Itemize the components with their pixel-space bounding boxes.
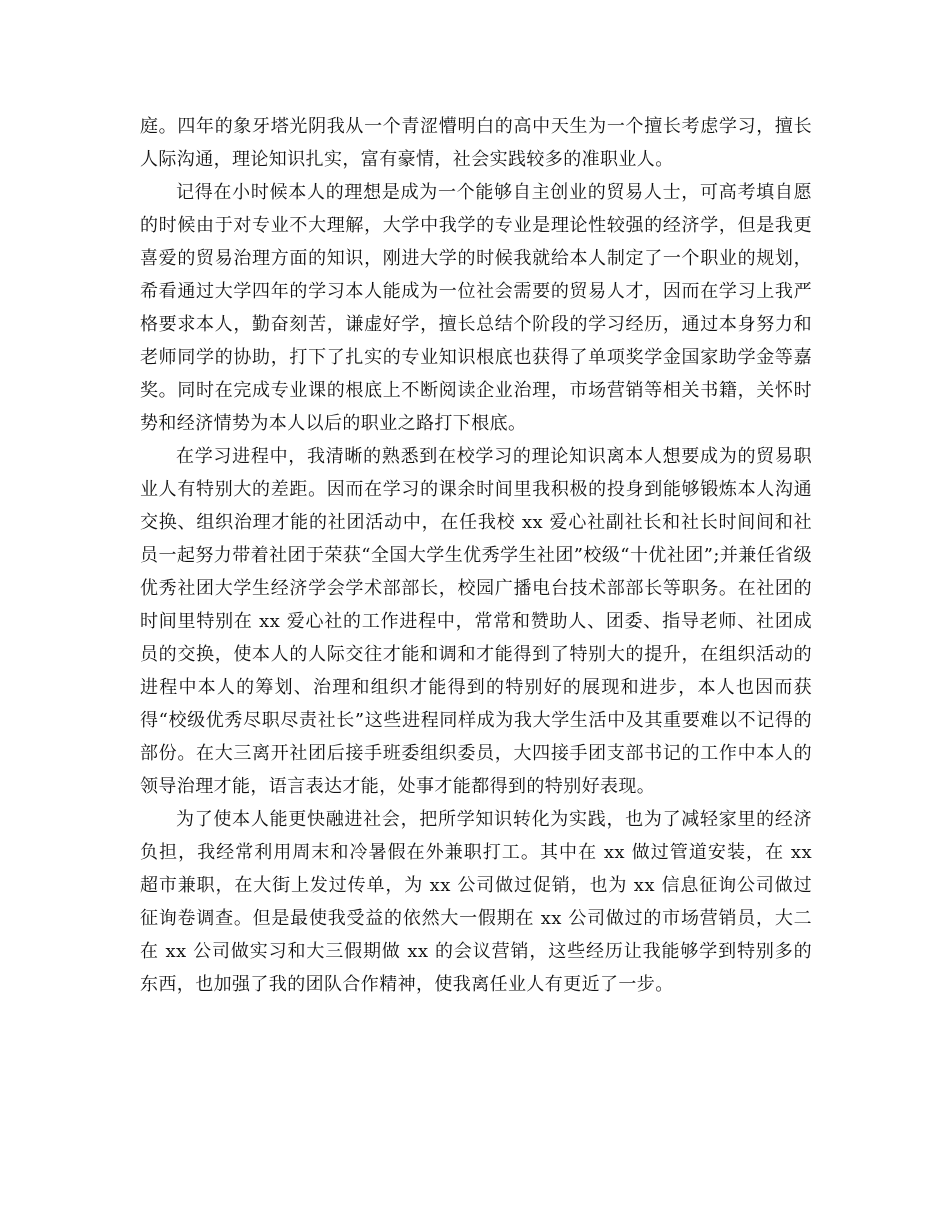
paragraph-part-time-work: 为了使本人能更快融进社会，把所学知识转化为实践，也为了减轻家里的经济负担，我经常利用周末和冷暑假在外兼职打工。其中在 xx 做过管道安装，在 xx 超市兼职，在大街上发过传单，为 xx 公司做过促销，也为 xx 信息征询公司做过征询卷调查。但是最使我受益的依然大一假期在 xx 公司做过的市场营销员，大二在 xx 公司做实习和大三假期做 xx 的会议营销，这些经历让我能够学到特别多的东西，也加强了我的团队合作精神，使我离任业人有更近了一步。: [140, 809, 812, 995]
paragraph-continuation: 庭。四年的象牙塔光阴我从一个青涩懵明白的高中天生为一个擅长考虑学习，擅长人际沟通，理论知识扎实，富有豪情，社会实践较多的准职业人。: [140, 116, 812, 170]
paragraph-club-activities: 在学习进程中，我清晰的熟悉到在校学习的理论知识离本人想要成为的贸易职业人有特别大的差距。因而在学习的课余时间里我积极的投身到能够锻炼本人沟通交换、组织治理才能的社团活动中，在任我校 xx 爱心社副社长和社长时间间和社员一起努力带着社团于荣获“全国大学生优秀学生社团”校级“十优社团”;并兼任省级优秀社团大学生经济学会学术部部长，校园广播电台技术部部长等职务。在社团的时间里特别在 xx 爱心社的工作进程中，常常和赞助人、团委、指导老师、社团成员的交换，使本人的人际交往才能和调和才能得到了特别大的提升，在组织活动的进程中本人的筹划、治理和组织才能得到的特别好的展现和进步，本人也因而获得“校级优秀尽职尽责社长”这些进程同样成为我大学生活中及其重要难以不记得的部份。在大三离开社团后接手班委组织委员，大四接手团支部书记的工作中本人的领导治理才能，语言表达才能，处事才能都得到的特别好表现。: [140, 446, 812, 797]
paragraph-career-plan: 记得在小时候本人的理想是成为一个能够自主创业的贸易人士，可高考填自愿的时候由于对专业不大理解，大学中我学的专业是理论性较强的经济学，但是我更喜爱的贸易治理方面的知识，刚进大学的时候我就给本人制定了一个职业的规划，希看通过大学四年的学习本人能成为一位社会需要的贸易人才，因而在学习上我严格要求本人，勤奋刻苦，谦虚好学，擅长总结个阶段的学习经历，通过本身努力和老师同学的协助，打下了扎实的专业知识根底也获得了单项奖学金国家助学金等嘉奖。同时在完成专业课的根底上不断阅读企业治理，市场营销等相关书籍，关怀时势和经济情势为本人以后的职业之路打下根底。: [140, 182, 812, 434]
body-text: [140, 110, 812, 1001]
